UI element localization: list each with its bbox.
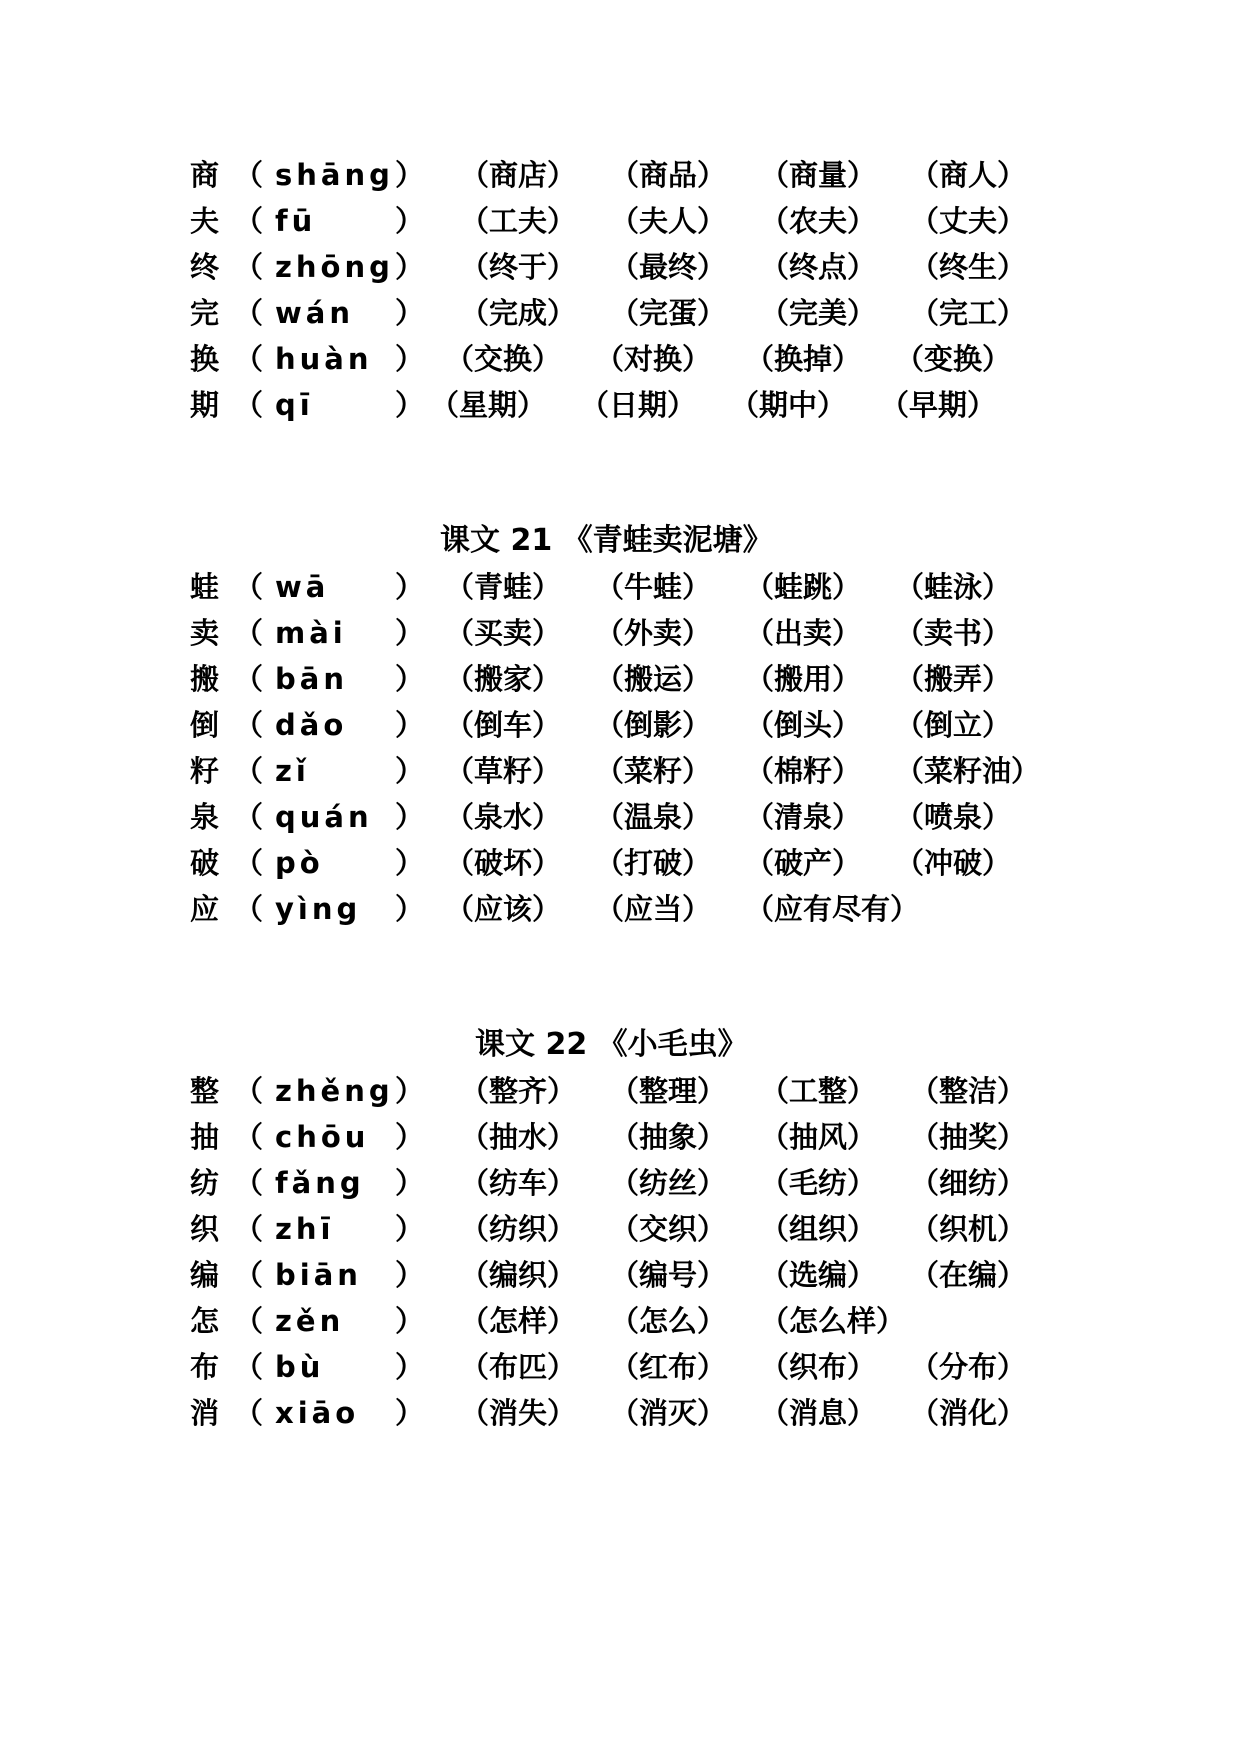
word-phrase: （织机） bbox=[910, 1212, 1027, 1246]
word-phrase: （完成） bbox=[460, 296, 577, 330]
word-phrase: （终点） bbox=[760, 250, 877, 284]
word-phrase: （怎么） bbox=[610, 1304, 727, 1338]
character: 搬 bbox=[190, 662, 220, 696]
character: 破 bbox=[190, 846, 220, 880]
character: 抽 bbox=[190, 1120, 220, 1154]
pinyin-text: zǐ bbox=[275, 754, 310, 788]
word-phrase: （消失） bbox=[460, 1396, 577, 1430]
word-phrase: （抽水） bbox=[460, 1120, 577, 1154]
word-phrase: （棉籽） bbox=[745, 754, 862, 788]
word-phrase: （星期） bbox=[430, 388, 547, 422]
pinyin-annotation: （ wā ） bbox=[234, 564, 426, 610]
character: 夫 bbox=[190, 204, 220, 238]
vocab-row bbox=[190, 152, 1090, 198]
pinyin-text: xiāo bbox=[275, 1396, 360, 1430]
pinyin-annotation: （ zěn ） bbox=[234, 1298, 426, 1344]
character: 完 bbox=[190, 296, 220, 330]
pinyin-annotation: （ bù ） bbox=[234, 1344, 426, 1390]
word-phrase: （外卖） bbox=[595, 616, 712, 650]
word-phrase: （出卖） bbox=[745, 616, 862, 650]
pinyin-annotation: （ qī ） bbox=[234, 382, 426, 428]
word-phrase: （纺车） bbox=[460, 1166, 577, 1200]
word-phrase: （蛙泳） bbox=[895, 570, 1012, 604]
pinyin-annotation: （ wán ） bbox=[234, 290, 426, 336]
word-phrase: （打破） bbox=[595, 846, 712, 880]
word-phrase: （破坏） bbox=[445, 846, 562, 880]
pinyin-annotation: （ zhěng） bbox=[234, 1068, 426, 1114]
word-phrase: （最终） bbox=[610, 250, 727, 284]
pinyin-annotation: （ zhōng） bbox=[234, 244, 426, 290]
word-phrase: （菜籽油） bbox=[895, 754, 1041, 788]
word-phrase: （交织） bbox=[610, 1212, 727, 1246]
vocab-row bbox=[190, 1114, 1090, 1160]
word-phrase: （喷泉） bbox=[895, 800, 1012, 834]
word-phrase: （红布） bbox=[610, 1350, 727, 1384]
character: 泉 bbox=[190, 800, 220, 834]
word-phrase: （整齐） bbox=[460, 1074, 577, 1108]
character: 布 bbox=[190, 1350, 220, 1384]
word-phrase: （买卖） bbox=[445, 616, 562, 650]
pinyin-annotation: （ fǎng ） bbox=[234, 1160, 426, 1206]
pinyin-annotation: （ huàn ） bbox=[234, 336, 426, 382]
word-phrase: （细纺） bbox=[910, 1166, 1027, 1200]
word-phrase: （菜籽） bbox=[595, 754, 712, 788]
word-phrase: （冲破） bbox=[895, 846, 1012, 880]
word-phrase: （对换） bbox=[595, 342, 712, 376]
word-phrase: （完美） bbox=[760, 296, 877, 330]
vocab-row bbox=[190, 748, 1090, 794]
pinyin-text: zhī bbox=[275, 1212, 335, 1246]
word-phrase: （倒车） bbox=[445, 708, 562, 742]
pinyin-text: qī bbox=[275, 388, 314, 422]
word-phrase: （泉水） bbox=[445, 800, 562, 834]
word-phrase: （抽象） bbox=[610, 1120, 727, 1154]
character: 应 bbox=[190, 892, 220, 926]
word-phrase: （完工） bbox=[910, 296, 1027, 330]
character: 商 bbox=[190, 158, 220, 192]
word-phrase: （丈夫） bbox=[910, 204, 1027, 238]
word-phrase: （蛙跳） bbox=[745, 570, 862, 604]
pinyin-annotation: （ quán ） bbox=[234, 794, 426, 840]
vocab-row bbox=[190, 840, 1090, 886]
word-phrase: （商量） bbox=[760, 158, 877, 192]
word-phrase: （草籽） bbox=[445, 754, 562, 788]
pinyin-annotation: （ dǎo ） bbox=[234, 702, 426, 748]
pinyin-text: biān bbox=[275, 1258, 362, 1292]
character: 卖 bbox=[190, 616, 220, 650]
word-phrase: （商人） bbox=[910, 158, 1027, 192]
pinyin-annotation: （ xiāo ） bbox=[234, 1390, 426, 1436]
word-phrase: （清泉） bbox=[745, 800, 862, 834]
vocab-section-lesson-21 bbox=[190, 518, 1090, 932]
word-phrase: （布匹） bbox=[460, 1350, 577, 1384]
character: 换 bbox=[190, 342, 220, 376]
word-phrase: （夫人） bbox=[610, 204, 727, 238]
pinyin-annotation: （ shāng） bbox=[234, 152, 426, 198]
word-phrase: （农夫） bbox=[760, 204, 877, 238]
word-phrase: （倒头） bbox=[745, 708, 862, 742]
character: 籽 bbox=[190, 754, 220, 788]
word-phrase: （应该） bbox=[445, 892, 562, 926]
vocab-row bbox=[190, 1252, 1090, 1298]
pinyin-text: mài bbox=[275, 616, 347, 650]
word-phrase: （换掉） bbox=[745, 342, 862, 376]
word-phrase: （倒影） bbox=[595, 708, 712, 742]
word-phrase: （搬用） bbox=[745, 662, 862, 696]
word-phrase: （抽奖） bbox=[910, 1120, 1027, 1154]
word-phrase: （卖书） bbox=[895, 616, 1012, 650]
character: 倒 bbox=[190, 708, 220, 742]
word-phrase: （编织） bbox=[460, 1258, 577, 1292]
word-phrase: （终于） bbox=[460, 250, 577, 284]
pinyin-text: zěn bbox=[275, 1304, 345, 1338]
pinyin-text: pò bbox=[275, 846, 324, 880]
character: 编 bbox=[190, 1258, 220, 1292]
pinyin-text: chōu bbox=[275, 1120, 370, 1154]
word-phrase: （搬弄） bbox=[895, 662, 1012, 696]
word-phrase: （怎样） bbox=[460, 1304, 577, 1338]
word-phrase: （搬运） bbox=[595, 662, 712, 696]
word-phrase: （搬家） bbox=[445, 662, 562, 696]
word-phrase: （应当） bbox=[595, 892, 712, 926]
character: 织 bbox=[190, 1212, 220, 1246]
pinyin-annotation: （ chōu ） bbox=[234, 1114, 426, 1160]
word-phrase: （整理） bbox=[610, 1074, 727, 1108]
pinyin-text: zhōng bbox=[275, 250, 394, 284]
character: 怎 bbox=[190, 1304, 220, 1338]
word-phrase: （工整） bbox=[760, 1074, 877, 1108]
vocab-row bbox=[190, 244, 1090, 290]
pinyin-text: wán bbox=[275, 296, 355, 330]
vocab-row bbox=[190, 290, 1090, 336]
vocab-row bbox=[190, 336, 1090, 382]
pinyin-text: yìng bbox=[275, 892, 362, 926]
vocab-row bbox=[190, 1344, 1090, 1390]
word-phrase: （组织） bbox=[760, 1212, 877, 1246]
word-phrase: （整洁） bbox=[910, 1074, 1027, 1108]
word-phrase: （消化） bbox=[910, 1396, 1027, 1430]
word-phrase: （毛纺） bbox=[760, 1166, 877, 1200]
word-phrase: （早期） bbox=[880, 388, 997, 422]
pinyin-annotation: （ yìng ） bbox=[234, 886, 426, 932]
word-phrase: （怎么样） bbox=[760, 1304, 906, 1338]
pinyin-text: fū bbox=[275, 204, 317, 238]
word-phrase: （纺丝） bbox=[610, 1166, 727, 1200]
word-phrase: （织布） bbox=[760, 1350, 877, 1384]
pinyin-text: fǎng bbox=[275, 1166, 365, 1200]
vocab-row bbox=[190, 1298, 1090, 1344]
word-phrase: （破产） bbox=[745, 846, 862, 880]
pinyin-text: zhěng bbox=[275, 1074, 394, 1108]
word-phrase: （编号） bbox=[610, 1258, 727, 1292]
word-phrase: （分布） bbox=[910, 1350, 1027, 1384]
pinyin-text: bù bbox=[275, 1350, 325, 1384]
vocab-row bbox=[190, 886, 1090, 932]
word-phrase: （在编） bbox=[910, 1258, 1027, 1292]
word-phrase: （应有尽有） bbox=[745, 892, 920, 926]
vocab-row bbox=[190, 564, 1090, 610]
word-phrase: （消灭） bbox=[610, 1396, 727, 1430]
vocab-row bbox=[190, 702, 1090, 748]
word-phrase: （纺织） bbox=[460, 1212, 577, 1246]
pinyin-text: wā bbox=[275, 570, 330, 604]
vocab-row bbox=[190, 1160, 1090, 1206]
character: 期 bbox=[190, 388, 220, 422]
vocab-row bbox=[190, 382, 1090, 428]
pinyin-annotation: （ mài ） bbox=[234, 610, 426, 656]
section-title: 课文 22 《小毛虫》 bbox=[475, 1027, 748, 1062]
pinyin-annotation: （ biān ） bbox=[234, 1252, 426, 1298]
word-phrase: （青蛙） bbox=[445, 570, 562, 604]
character: 纺 bbox=[190, 1166, 220, 1200]
character: 整 bbox=[190, 1074, 220, 1108]
pinyin-text: huàn bbox=[275, 342, 373, 376]
pinyin-text: bān bbox=[275, 662, 348, 696]
pinyin-text: shāng bbox=[275, 158, 394, 192]
pinyin-annotation: （ zǐ ） bbox=[234, 748, 426, 794]
word-phrase: （日期） bbox=[580, 388, 697, 422]
vocab-row bbox=[190, 656, 1090, 702]
vocab-section-1 bbox=[190, 152, 1090, 428]
vocab-row bbox=[190, 198, 1090, 244]
word-phrase: （工夫） bbox=[460, 204, 577, 238]
pinyin-annotation: （ pò ） bbox=[234, 840, 426, 886]
vocab-section-lesson-22 bbox=[190, 1022, 1090, 1436]
character: 蛙 bbox=[190, 570, 220, 604]
vocab-row bbox=[190, 610, 1090, 656]
word-phrase: （倒立） bbox=[895, 708, 1012, 742]
word-phrase: （选编） bbox=[760, 1258, 877, 1292]
vocab-row bbox=[190, 1206, 1090, 1252]
pinyin-annotation: （ bān ） bbox=[234, 656, 426, 702]
character: 消 bbox=[190, 1396, 220, 1430]
pinyin-text: quán bbox=[275, 800, 373, 834]
pinyin-annotation: （ zhī ） bbox=[234, 1206, 426, 1252]
word-phrase: （变换） bbox=[895, 342, 1012, 376]
word-phrase: （消息） bbox=[760, 1396, 877, 1430]
vocab-row bbox=[190, 794, 1090, 840]
section-title: 课文 21 《青蛙卖泥塘》 bbox=[440, 523, 773, 558]
character: 终 bbox=[190, 250, 220, 284]
word-phrase: （商店） bbox=[460, 158, 577, 192]
word-phrase: （交换） bbox=[445, 342, 562, 376]
word-phrase: （期中） bbox=[730, 388, 847, 422]
word-phrase: （终生） bbox=[910, 250, 1027, 284]
vocab-row bbox=[190, 1390, 1090, 1436]
pinyin-annotation: （ fū ） bbox=[234, 198, 426, 244]
word-phrase: （牛蛙） bbox=[595, 570, 712, 604]
word-phrase: （商品） bbox=[610, 158, 727, 192]
word-phrase: （完蛋） bbox=[610, 296, 727, 330]
vocab-row bbox=[190, 1068, 1090, 1114]
word-phrase: （温泉） bbox=[595, 800, 712, 834]
word-phrase: （抽风） bbox=[760, 1120, 877, 1154]
pinyin-text: dǎo bbox=[275, 708, 348, 742]
